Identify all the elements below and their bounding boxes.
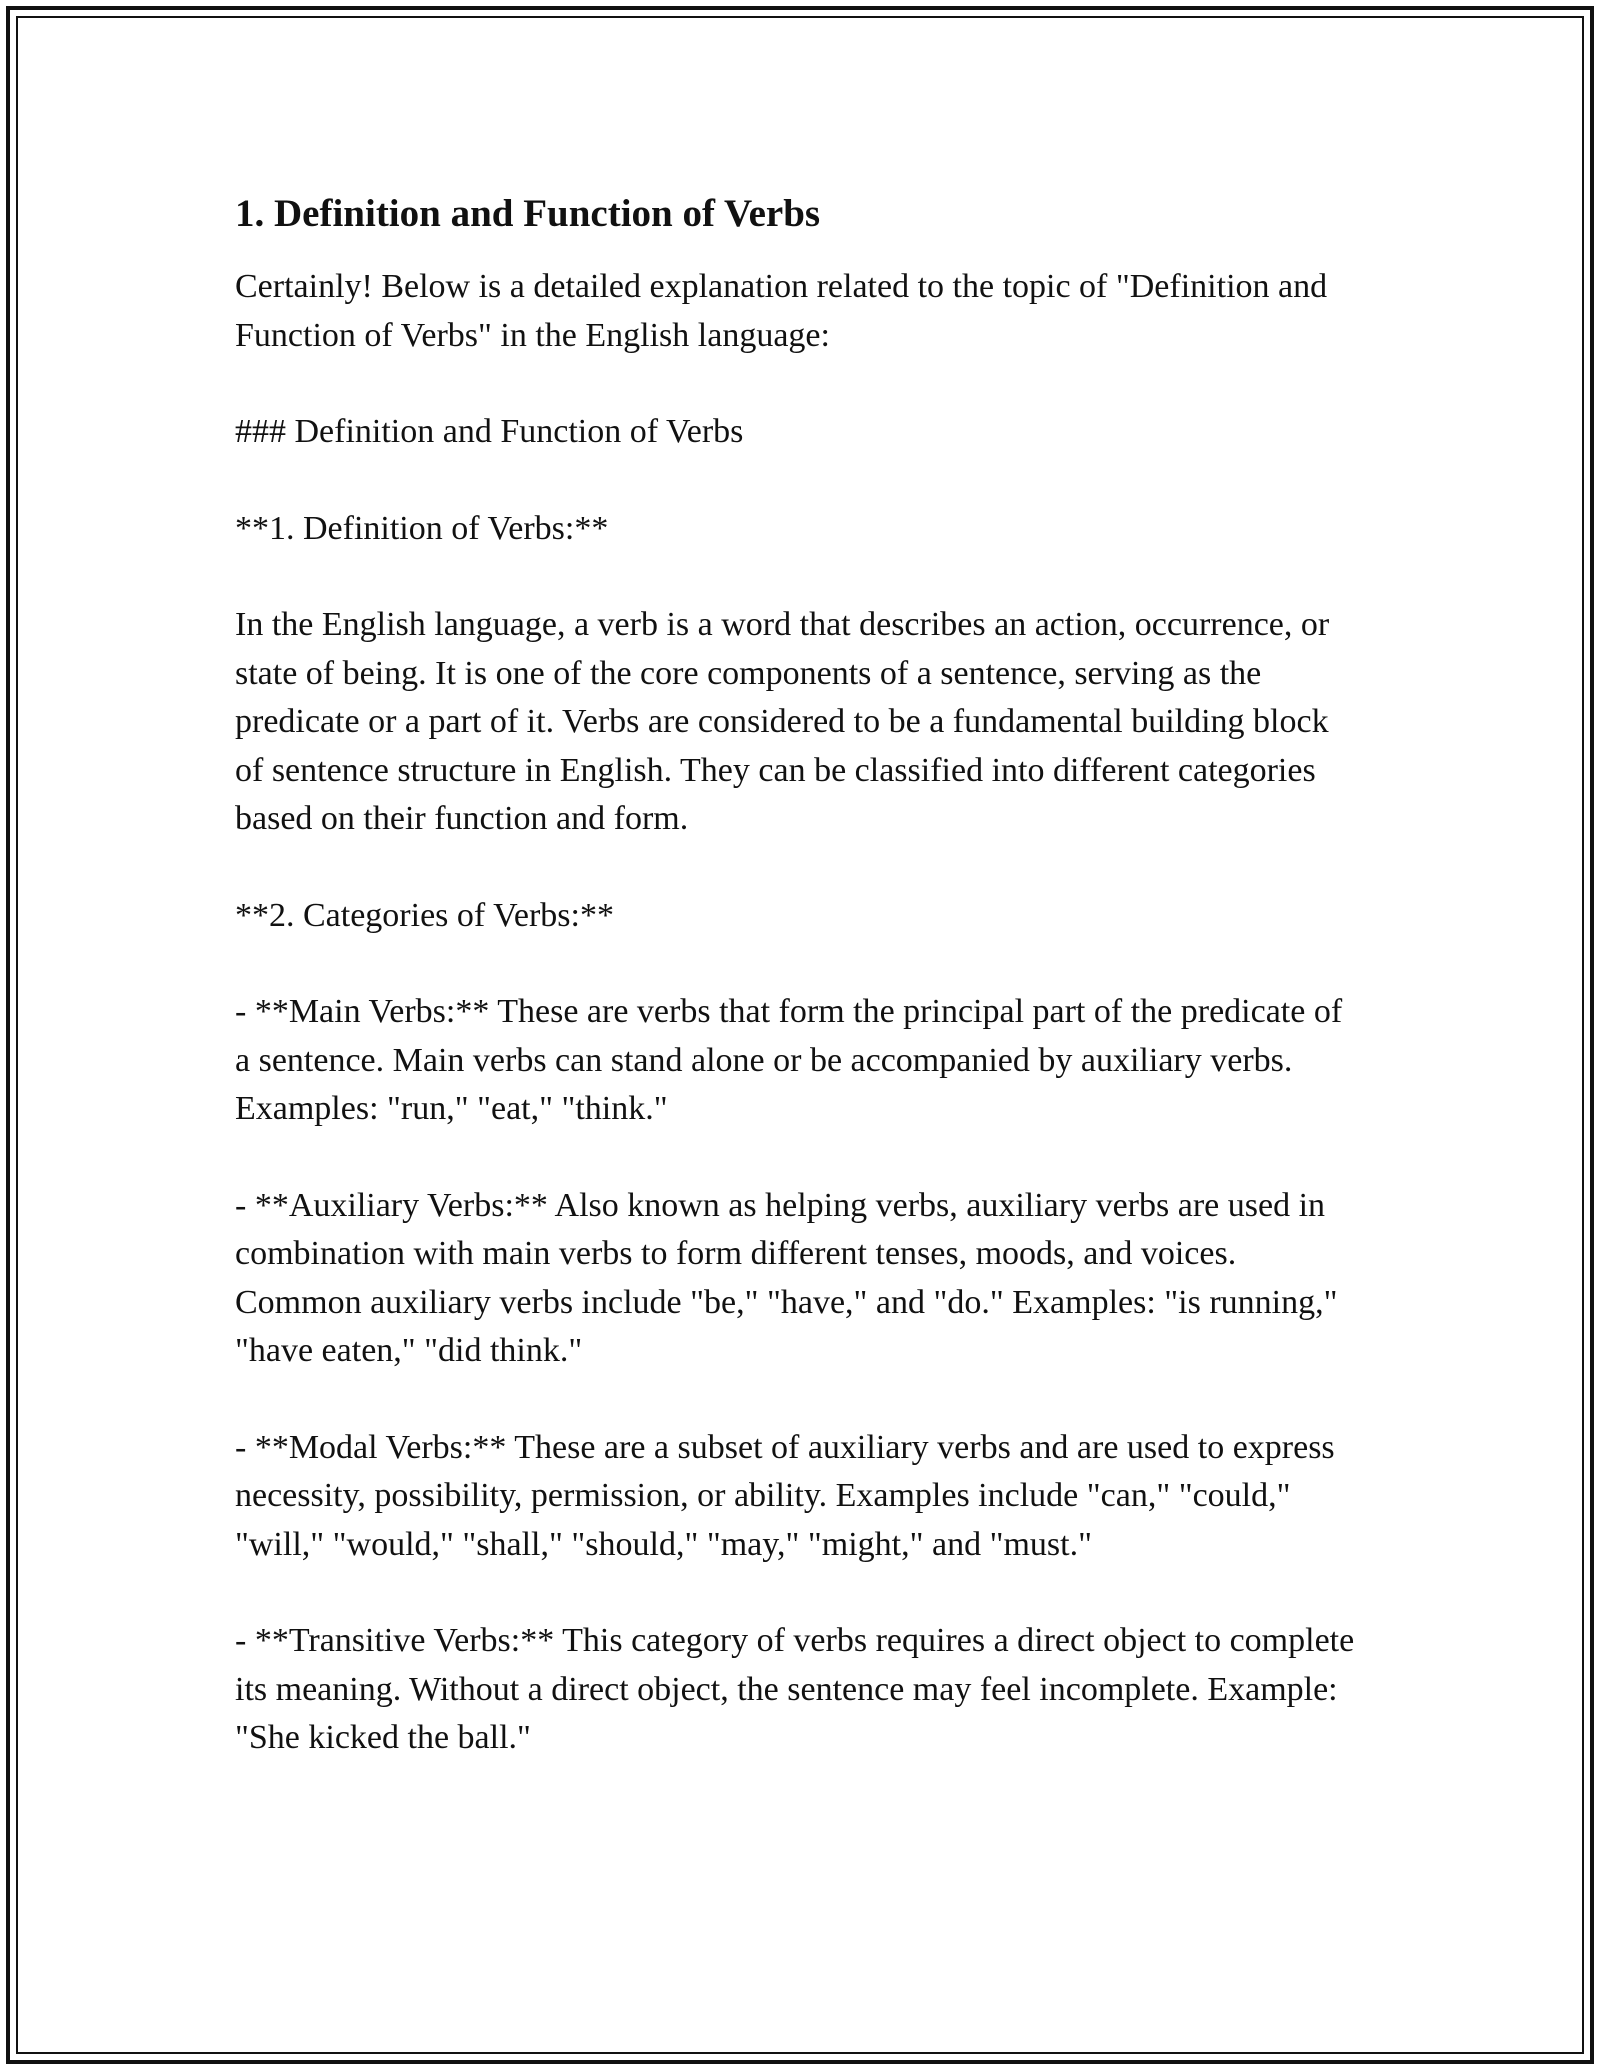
- list-item-auxiliary-verbs: - **Auxiliary Verbs:** Also known as helping verbs, auxiliary verbs are used in combination with main verbs to form different tenses, moods, and voices. Common auxiliary verbs include "be," "have," and "do." Examples: "is running," "have eaten," "did think.": [235, 1186, 1338, 1369]
- definition-paragraph: In the English language, a verb is a word that describes an action, occurrence, or state of being. It is one of the core components of a sentence, serving as the predicate or a part of it. Verbs are considered to be a fundamental building block of sentence structure in English. They can be classified into different categories based on their function and form.: [235, 606, 1330, 837]
- page-title: 1. Definition and Function of Verbs: [235, 192, 821, 235]
- subheading-categories: **2. Categories of Verbs:**: [235, 896, 614, 934]
- list-item-transitive-verbs: - **Transitive Verbs:** This category of verbs requires a direct object to complete its meaning. Without a direct object, the sentence may feel incomplete. Example: "She kicked the ball.": [235, 1622, 1355, 1756]
- subheading-definition: **1. Definition of Verbs:**: [235, 509, 609, 547]
- list-item-main-verbs: - **Main Verbs:** These are verbs that form the principal part of the predicate of a sentence. Main verbs can stand alone or be accompanied by auxiliary verbs. Examples: "run," "eat," "think.": [235, 993, 1343, 1127]
- section-heading-markdown: ### Definition and Function of Verbs: [235, 413, 744, 450]
- list-item-modal-verbs: - **Modal Verbs:** These are a subset of auxiliary verbs and are used to express necessity, possibility, permission, or ability. Examples include "can," "could," "will," "would," "shall," "should," "may," "might," and "must.": [235, 1428, 1335, 1563]
- document-body: [235, 188, 1365, 1811]
- intro-paragraph: Certainly! Below is a detailed explanation related to the topic of "Definition and Function of Verbs" in the English language:: [235, 268, 1328, 354]
